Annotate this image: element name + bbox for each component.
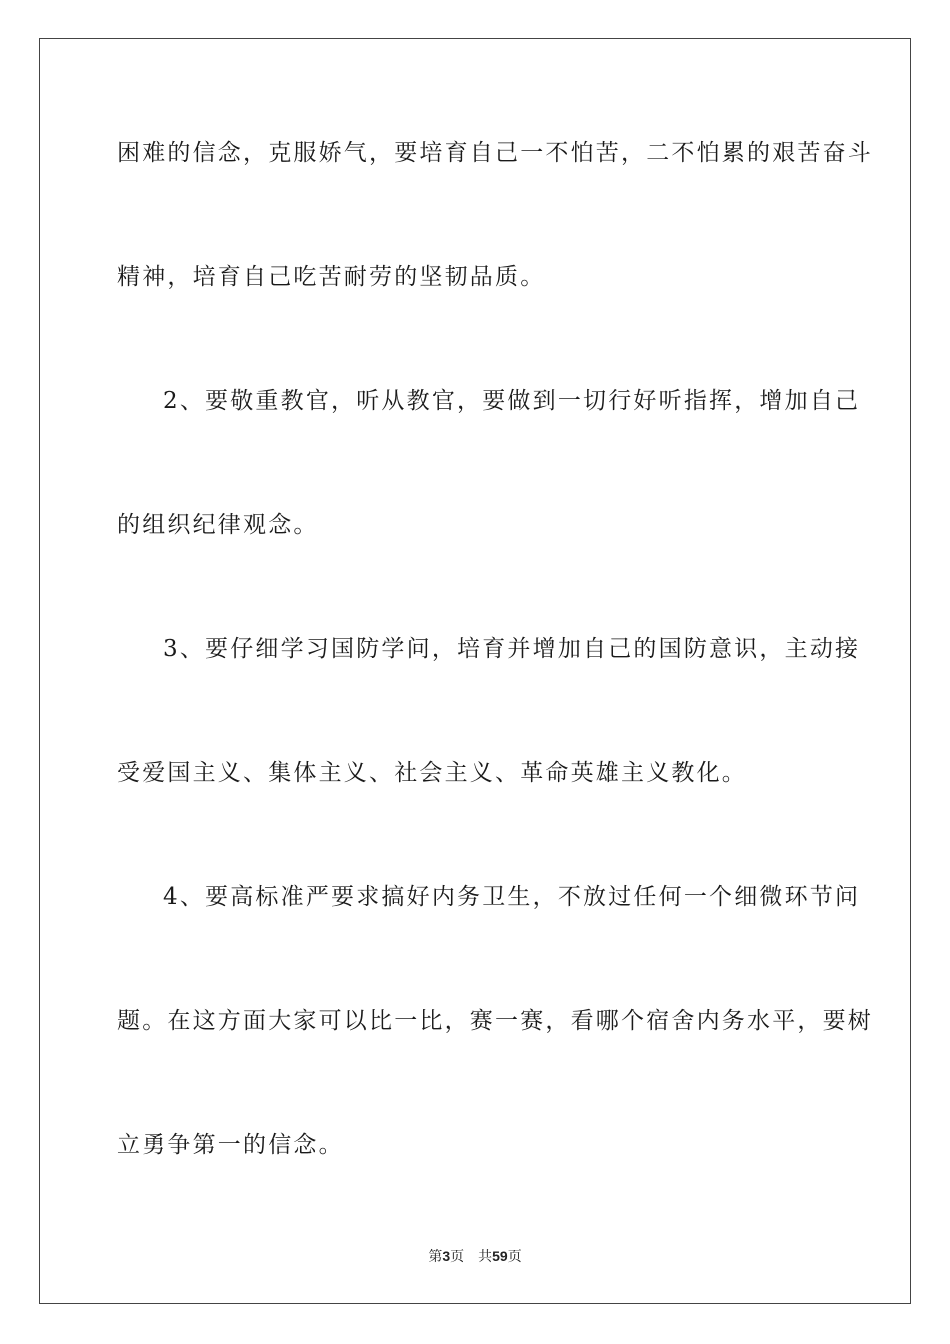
paragraph-2-start: 2、要敬重教官，听从教官，要做到一切行好听指挥，增加自己 — [163, 388, 861, 414]
page-number-total: 59 — [492, 1248, 508, 1264]
total-suffix: 页 — [507, 1249, 522, 1265]
body-text-line: 精神，培育自己吃苦耐劳的坚韧品质。 — [117, 264, 546, 290]
page-number-current: 3 — [442, 1248, 451, 1264]
body-text-line: 立勇争第一的信念。 — [117, 1132, 344, 1158]
paragraph-4-start: 4、要高标准严要求搞好内务卫生，不放过任何一个细微环节问 — [163, 884, 861, 910]
page-border — [39, 38, 911, 1304]
page-footer — [0, 1247, 950, 1266]
paragraph-3-start: 3、要仔细学习国防学问，培育并增加自己的国防意识，主动接 — [163, 636, 861, 662]
body-text-line: 受爱国主义、集体主义、社会主义、革命英雄主义教化。 — [117, 760, 747, 786]
page-prefix: 第 — [428, 1249, 443, 1265]
body-text-line: 题。在这方面大家可以比一比，赛一赛，看哪个宿舍内务水平，要树 — [117, 1008, 873, 1034]
page-suffix: 页 — [450, 1249, 465, 1265]
total-prefix: 共 — [478, 1249, 493, 1265]
body-text-line: 困难的信念，克服娇气，要培育自己一不怕苦，二不怕累的艰苦奋斗 — [117, 140, 873, 166]
body-text-line: 的组织纪律观念。 — [117, 512, 319, 538]
